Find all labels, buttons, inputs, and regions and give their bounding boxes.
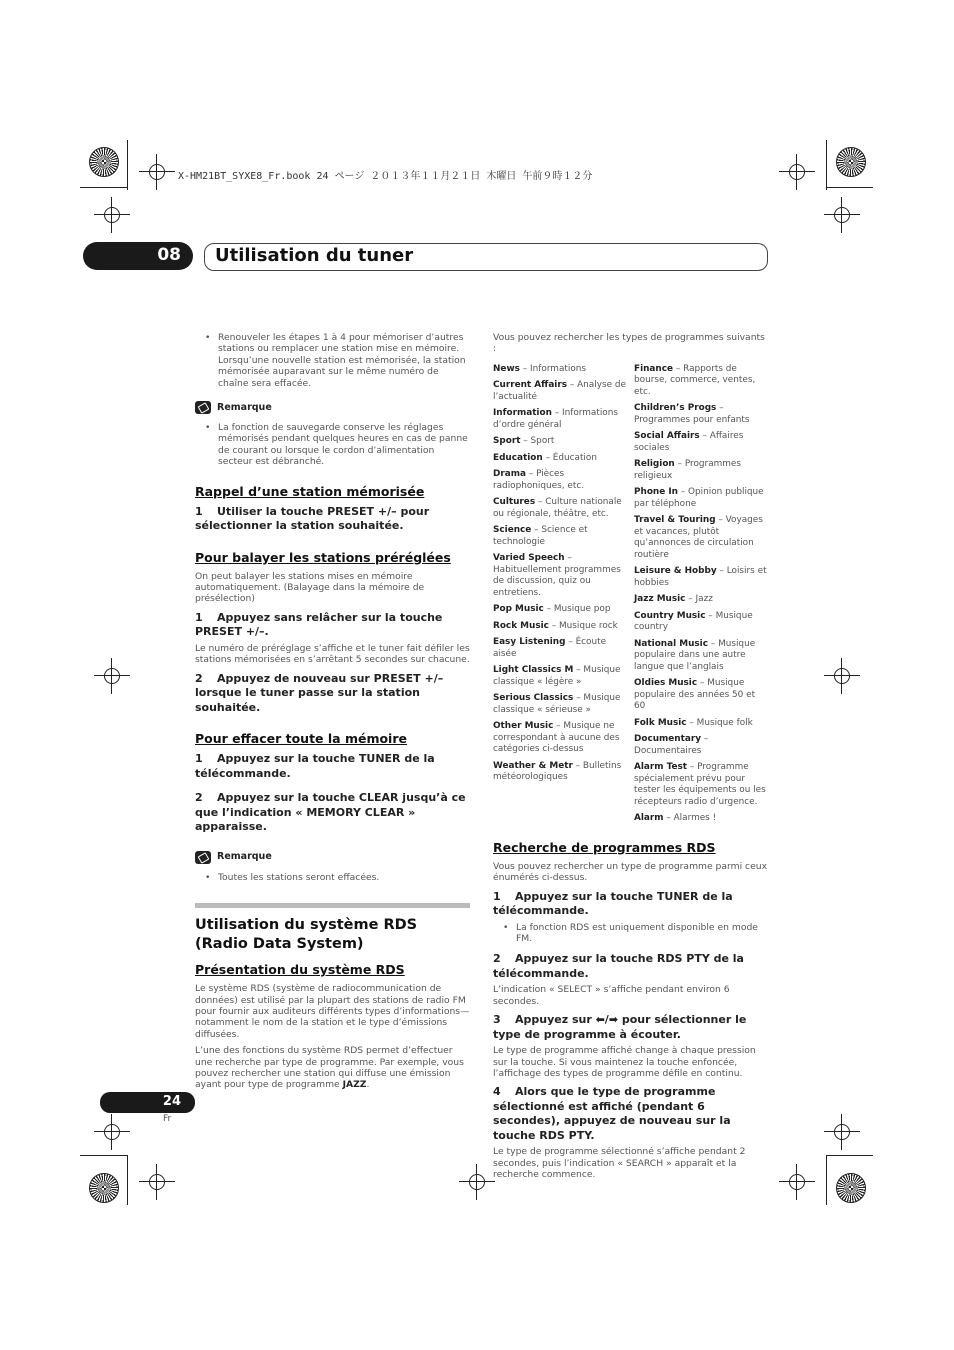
pty-name: Weather & Metr [493, 760, 573, 771]
step-text: Appuyez de nouveau sur PRESET +/– lorsque le tuner passe sur la station souhaitée. [195, 671, 444, 714]
step-text: Utiliser la touche PRESET +/– pour sélectionner la station souhaitée. [195, 504, 430, 533]
step-1: 1 Appuyez sur la touche TUNER de la télécommande. [493, 889, 733, 918]
pty-item [634, 611, 768, 634]
step-text: Appuyez sur ⬅/➡ pour sélectionner le type de programme à écouter. [493, 1013, 747, 1041]
pty-name: Light Classics M [493, 665, 574, 676]
pty-item [634, 515, 768, 561]
crosshair-mark-icon [830, 1120, 854, 1144]
pty-item [493, 364, 632, 376]
pty-description: – Sport [520, 436, 555, 447]
pty-description: – Alarmes ! [663, 813, 717, 824]
pty-name: Rock Music [493, 620, 549, 631]
pty-item [493, 665, 632, 688]
pty-description: – Musique classique « sérieuse » [493, 693, 621, 715]
pty-description: – Rapports de bourse, commerce, ventes, etc. [634, 363, 756, 397]
crosshair-mark-icon [830, 203, 854, 227]
section-heading-scan: Pour balayer les stations préréglées [195, 549, 451, 565]
crosshair-mark-icon [145, 1170, 169, 1194]
bullet-text: La fonction RDS est uniquement disponible en mode FM. [516, 921, 758, 945]
step-2: 2 Appuyez sur la touche RDS PTY de la télécommande. [493, 952, 744, 980]
trim-mark [127, 1155, 128, 1205]
pty-list-col1 [493, 364, 634, 830]
pty-description: – Affaires sociales [634, 431, 744, 453]
crosshair-mark-icon [100, 1120, 124, 1144]
pty-description: – Programme spécialement prévu pour tester les équipements ou les récepteurs radio d’urgence. [634, 762, 766, 807]
trim-mark [826, 1155, 873, 1156]
pty-item [634, 364, 768, 399]
crosshair-mark-icon [100, 664, 124, 688]
pty-item [493, 497, 632, 520]
crosshair-mark-icon [145, 160, 169, 184]
pty-description: – Informations [519, 363, 587, 374]
pty-description: – Musique rock [548, 620, 618, 631]
left-column [195, 332, 470, 1096]
pty-name: Alarm [634, 813, 664, 824]
crosshair-mark-icon [100, 203, 124, 227]
paragraph: Le type de programme sélectionné s’affiche pendant 2 secondes, puis l’indication « SEARCH » apparaît et la recherche commence. [493, 1146, 746, 1181]
pty-description: – Loisirs et hobbies [634, 566, 767, 588]
pty-description: – Pièces radiophoniques, etc. [493, 469, 585, 491]
pty-item [493, 553, 632, 599]
trim-mark [80, 1155, 127, 1156]
step-text: Appuyez sur la touche CLEAR jusqu’à ce que l’indication « MEMORY CLEAR » apparaisse. [195, 791, 466, 834]
remark-heading [195, 401, 470, 414]
step-text: Appuyez sur la touche TUNER de la télécommande. [195, 752, 435, 780]
pty-description: – Éducation [542, 452, 597, 463]
pty-description: – Jazz [685, 594, 713, 605]
pty-item [634, 813, 768, 825]
pty-item [493, 469, 632, 492]
section-heading-search: Recherche de programmes RDS [493, 839, 716, 855]
section-heading-rds-intro: Présentation du système RDS [195, 962, 405, 978]
pty-item [634, 431, 768, 454]
step-4: 4 Alors que le type de programme sélectionné est affiché (pendant 6 secondes), appuyez de nouveau sur la touche RDS PTY. [493, 1085, 731, 1142]
pty-description: – Musique folk [686, 717, 753, 728]
pty-name: Leisure & Hobby [634, 566, 717, 577]
pty-name: Social Affairs [634, 431, 700, 442]
trim-mark [826, 187, 873, 188]
bullet-item: • Renouveler les étapes 1 à 4 pour mémoriser d’autres stations ou remplacer une station mise en mémoire. Lorsqu’une nouvelle station est mémorisée, la station mémorisée auparavant sur le même numéro de chaîne sera effacée. [205, 332, 466, 389]
remark-pencil-icon [195, 851, 211, 864]
trim-mark [80, 187, 127, 188]
section-title-rds: Utilisation du système RDS (Radio Data System) [195, 917, 418, 953]
registration-sunburst-icon [89, 147, 119, 177]
pty-description: – Musique ne correspondant à aucune des catégories ci-dessus [493, 721, 620, 755]
page-number: 24 [162, 1094, 181, 1109]
step-2: 2 Appuyez de nouveau sur PRESET +/– lorsque le tuner passe sur la station souhaitée. [195, 671, 444, 714]
step-text: Appuyez sur la touche TUNER de la télécommande. [493, 889, 733, 918]
right-column [493, 332, 768, 1186]
bullet-text: Toutes les stations seront effacées. [218, 871, 380, 883]
pty-list [493, 364, 768, 830]
step-text: Appuyez sur la touche RDS PTY de la télécommande. [493, 952, 744, 980]
trim-mark [826, 1155, 827, 1205]
pty-item [634, 678, 768, 713]
pty-name: Sport [493, 436, 521, 447]
registration-sunburst-icon [836, 147, 866, 177]
pty-item [634, 403, 768, 426]
pty-item [493, 604, 632, 616]
pty-name: National Music [634, 638, 708, 649]
pty-name: Varied Speech [493, 553, 565, 564]
paragraph-text: L’une des fonctions du système RDS permet d’effectuer une recherche par type de programme. Par exemple, vous pouvez rechercher une station qui diffuse une émission ayant pour type de programme [195, 1045, 464, 1091]
chapter-number: 08 [157, 245, 181, 265]
pty-description: – Habituellement programmes de discussion, quiz ou entretiens. [493, 553, 621, 598]
pty-item [634, 594, 768, 606]
crosshair-mark-icon [785, 160, 809, 184]
pty-description: – Bulletins météorologiques [493, 760, 622, 783]
pty-description: – Musique country [634, 610, 753, 633]
remark-heading [195, 851, 470, 864]
pty-name: Drama [493, 469, 526, 480]
pty-name: Current Affairs [493, 380, 568, 391]
step-2: 2 Appuyez sur la touche CLEAR jusqu’à ce que l’indication « MEMORY CLEAR » apparaisse. [195, 791, 466, 834]
pty-name: News [493, 363, 520, 374]
pty-description: – Informations d’ordre général [493, 408, 618, 430]
pty-name: Science [493, 525, 532, 536]
pty-description: – Voyages et vacances, plutôt qu’annonces de circulation routière [634, 515, 763, 560]
paragraph: Vous pouvez rechercher un type de programme parmi ceux énumérés ci-dessus. [493, 860, 768, 884]
pty-name: Religion [634, 459, 675, 470]
pty-name: Alarm Test [634, 762, 688, 773]
pty-item [634, 566, 768, 589]
crosshair-mark-icon [785, 1170, 809, 1194]
pty-intro: Vous pouvez rechercher les types de programmes suivants : [493, 332, 765, 355]
pty-description: – Culture nationale ou régionale, théâtre, etc. [493, 497, 622, 519]
step-3: 3 Appuyez sur ⬅/➡ pour sélectionner le type de programme à écouter. [493, 1013, 747, 1041]
pty-name: Education [493, 452, 543, 463]
pty-description: – Musique populaire des années 50 et 60 [634, 678, 756, 712]
pty-item [634, 718, 768, 730]
registration-sunburst-icon [89, 1173, 119, 1203]
step-text: Alors que le type de programme sélectionné est affiché (pendant 6 secondes), appuyez de nouveau sur la touche RDS PTY. [493, 1085, 731, 1142]
pty-description: – Programmes religieux [634, 459, 742, 481]
step-1: 1 Appuyez sur la touche TUNER de la télécommande. [195, 752, 435, 780]
section-separator [195, 903, 470, 908]
pty-item [493, 721, 632, 756]
paragraph: Le type de programme affiché change à chaque pression sur la touche. Si vous maintenez la touche enfoncée, l’affichage des types de programme défile en continu. [493, 1045, 756, 1080]
pty-description: – Programmes pour enfants [634, 403, 750, 425]
remark-label: Remarque [217, 851, 272, 863]
chapter-title: Utilisation du tuner [215, 245, 414, 266]
pty-name: Phone In [634, 487, 678, 498]
pty-item [493, 621, 632, 633]
jazz-keyword: JAZZ [342, 1079, 367, 1091]
remark-label: Remarque [217, 401, 272, 413]
chapter-title-box [204, 243, 768, 271]
pty-item [493, 408, 632, 431]
pty-item [634, 639, 768, 674]
bullet-item: • Toutes les stations seront effacées. [205, 871, 380, 883]
paragraph: L’indication « SELECT » s’affiche pendant environ 6 secondes. [493, 984, 730, 1007]
registration-sunburst-icon [836, 1173, 866, 1203]
pty-name: Folk Music [634, 717, 687, 728]
bullet-item: • La fonction RDS est uniquement disponible en mode FM. [503, 921, 758, 945]
pty-item [493, 525, 632, 548]
pty-description: – Analyse de l’actualité [493, 380, 626, 402]
pty-name: Easy Listening [493, 637, 566, 648]
paragraph-text: . [366, 1079, 370, 1091]
trim-mark [826, 140, 827, 190]
print-header: X-HM21BT_SYXE8_Fr.book 24 ページ ２０１３年１１月２１日 木曜日 午前９時１２分 [178, 171, 593, 182]
bullet-item: • La fonction de sauvegarde conserve les réglages mémorisés pendant quelques heures en cas de panne de courant ou lorsque le cordon d’alimentation secteur est débranché. [205, 422, 468, 468]
pty-name: Country Music [634, 610, 706, 621]
crosshair-mark-icon [465, 1170, 489, 1194]
section-heading-recall: Rappel d’une station mémorisée [195, 483, 425, 499]
step-1: 1 Appuyez sans relâcher sur la touche PRESET +/–. [195, 610, 443, 639]
pty-item [634, 459, 768, 482]
pty-name: Other Music [493, 721, 554, 732]
pty-item [493, 761, 632, 784]
pty-name: Cultures [493, 497, 536, 508]
pty-description: – Science et technologie [493, 525, 588, 547]
page-number-badge [100, 1092, 195, 1113]
pty-name: Children’s Progs [634, 403, 717, 414]
pty-item [634, 734, 768, 757]
pty-description: – Musique populaire dans une autre langue que l’anglais [634, 638, 756, 672]
trim-mark [127, 140, 128, 190]
pty-item [493, 453, 632, 465]
pty-item [493, 436, 632, 448]
paragraph: Le numéro de préréglage s’affiche et le tuner fait défiler les stations mémorisées en s’arrêtant 5 secondes sur chacune. [195, 642, 470, 666]
pty-description: – Musique pop [543, 604, 611, 615]
section-heading-clear: Pour effacer toute la mémoire [195, 731, 407, 747]
pty-name: Serious Classics [493, 693, 574, 704]
chapter-number-badge [83, 242, 193, 270]
step-text: Appuyez sans relâcher sur la touche PRESET +/–. [195, 610, 443, 639]
pty-name: Travel & Touring [634, 515, 716, 526]
remark-pencil-icon [195, 401, 211, 414]
pty-item [493, 693, 632, 716]
pty-name: Pop Music [493, 604, 544, 615]
pty-item [493, 637, 632, 660]
bullet-text: Renouveler les étapes 1 à 4 pour mémoriser d’autres stations ou remplacer une station mise en mémoire. Lorsqu’une nouvelle station est mémorisée, la station mémorisée auparavant sur le même numéro de chaîne sera effacée. [218, 332, 466, 389]
pty-description: – Documentaires [634, 734, 709, 756]
crosshair-mark-icon [830, 664, 854, 688]
paragraph: Le système RDS (système de radiocommunication de données) est utilisé par la plupart des stations de radio FM pour fournir aux auditeurs différents types d’informations—notamment le nom de la station et le type d’émissions diffusées. [195, 983, 470, 1040]
pty-list-col2 [634, 364, 768, 830]
pty-description: – Écoute aisée [493, 637, 607, 659]
pty-description: – Musique classique « légère » [493, 665, 621, 687]
pty-item [634, 487, 768, 510]
language-code: Fr [163, 1114, 172, 1124]
paragraph [195, 1045, 470, 1091]
bullet-text: La fonction de sauvegarde conserve les réglages mémorisés pendant quelques heures en cas de panne de courant ou lorsque le cordon d’alimentation secteur est débranché. [218, 422, 468, 468]
pty-name: Documentary [634, 734, 702, 745]
pty-description: – Opinion publique par téléphone [634, 487, 764, 509]
step-1: 1 Utiliser la touche PRESET +/– pour sélectionner la station souhaitée. [195, 504, 430, 533]
paragraph: On peut balayer les stations mises en mémoire automatiquement. (Balayage dans la mémoire de présélection) [195, 570, 425, 605]
pty-name: Jazz Music [634, 594, 686, 605]
pty-name: Information [493, 408, 552, 419]
pty-item [634, 762, 768, 808]
pty-name: Finance [634, 363, 674, 374]
pty-item [493, 380, 632, 403]
pty-name: Oldies Music [634, 678, 698, 689]
